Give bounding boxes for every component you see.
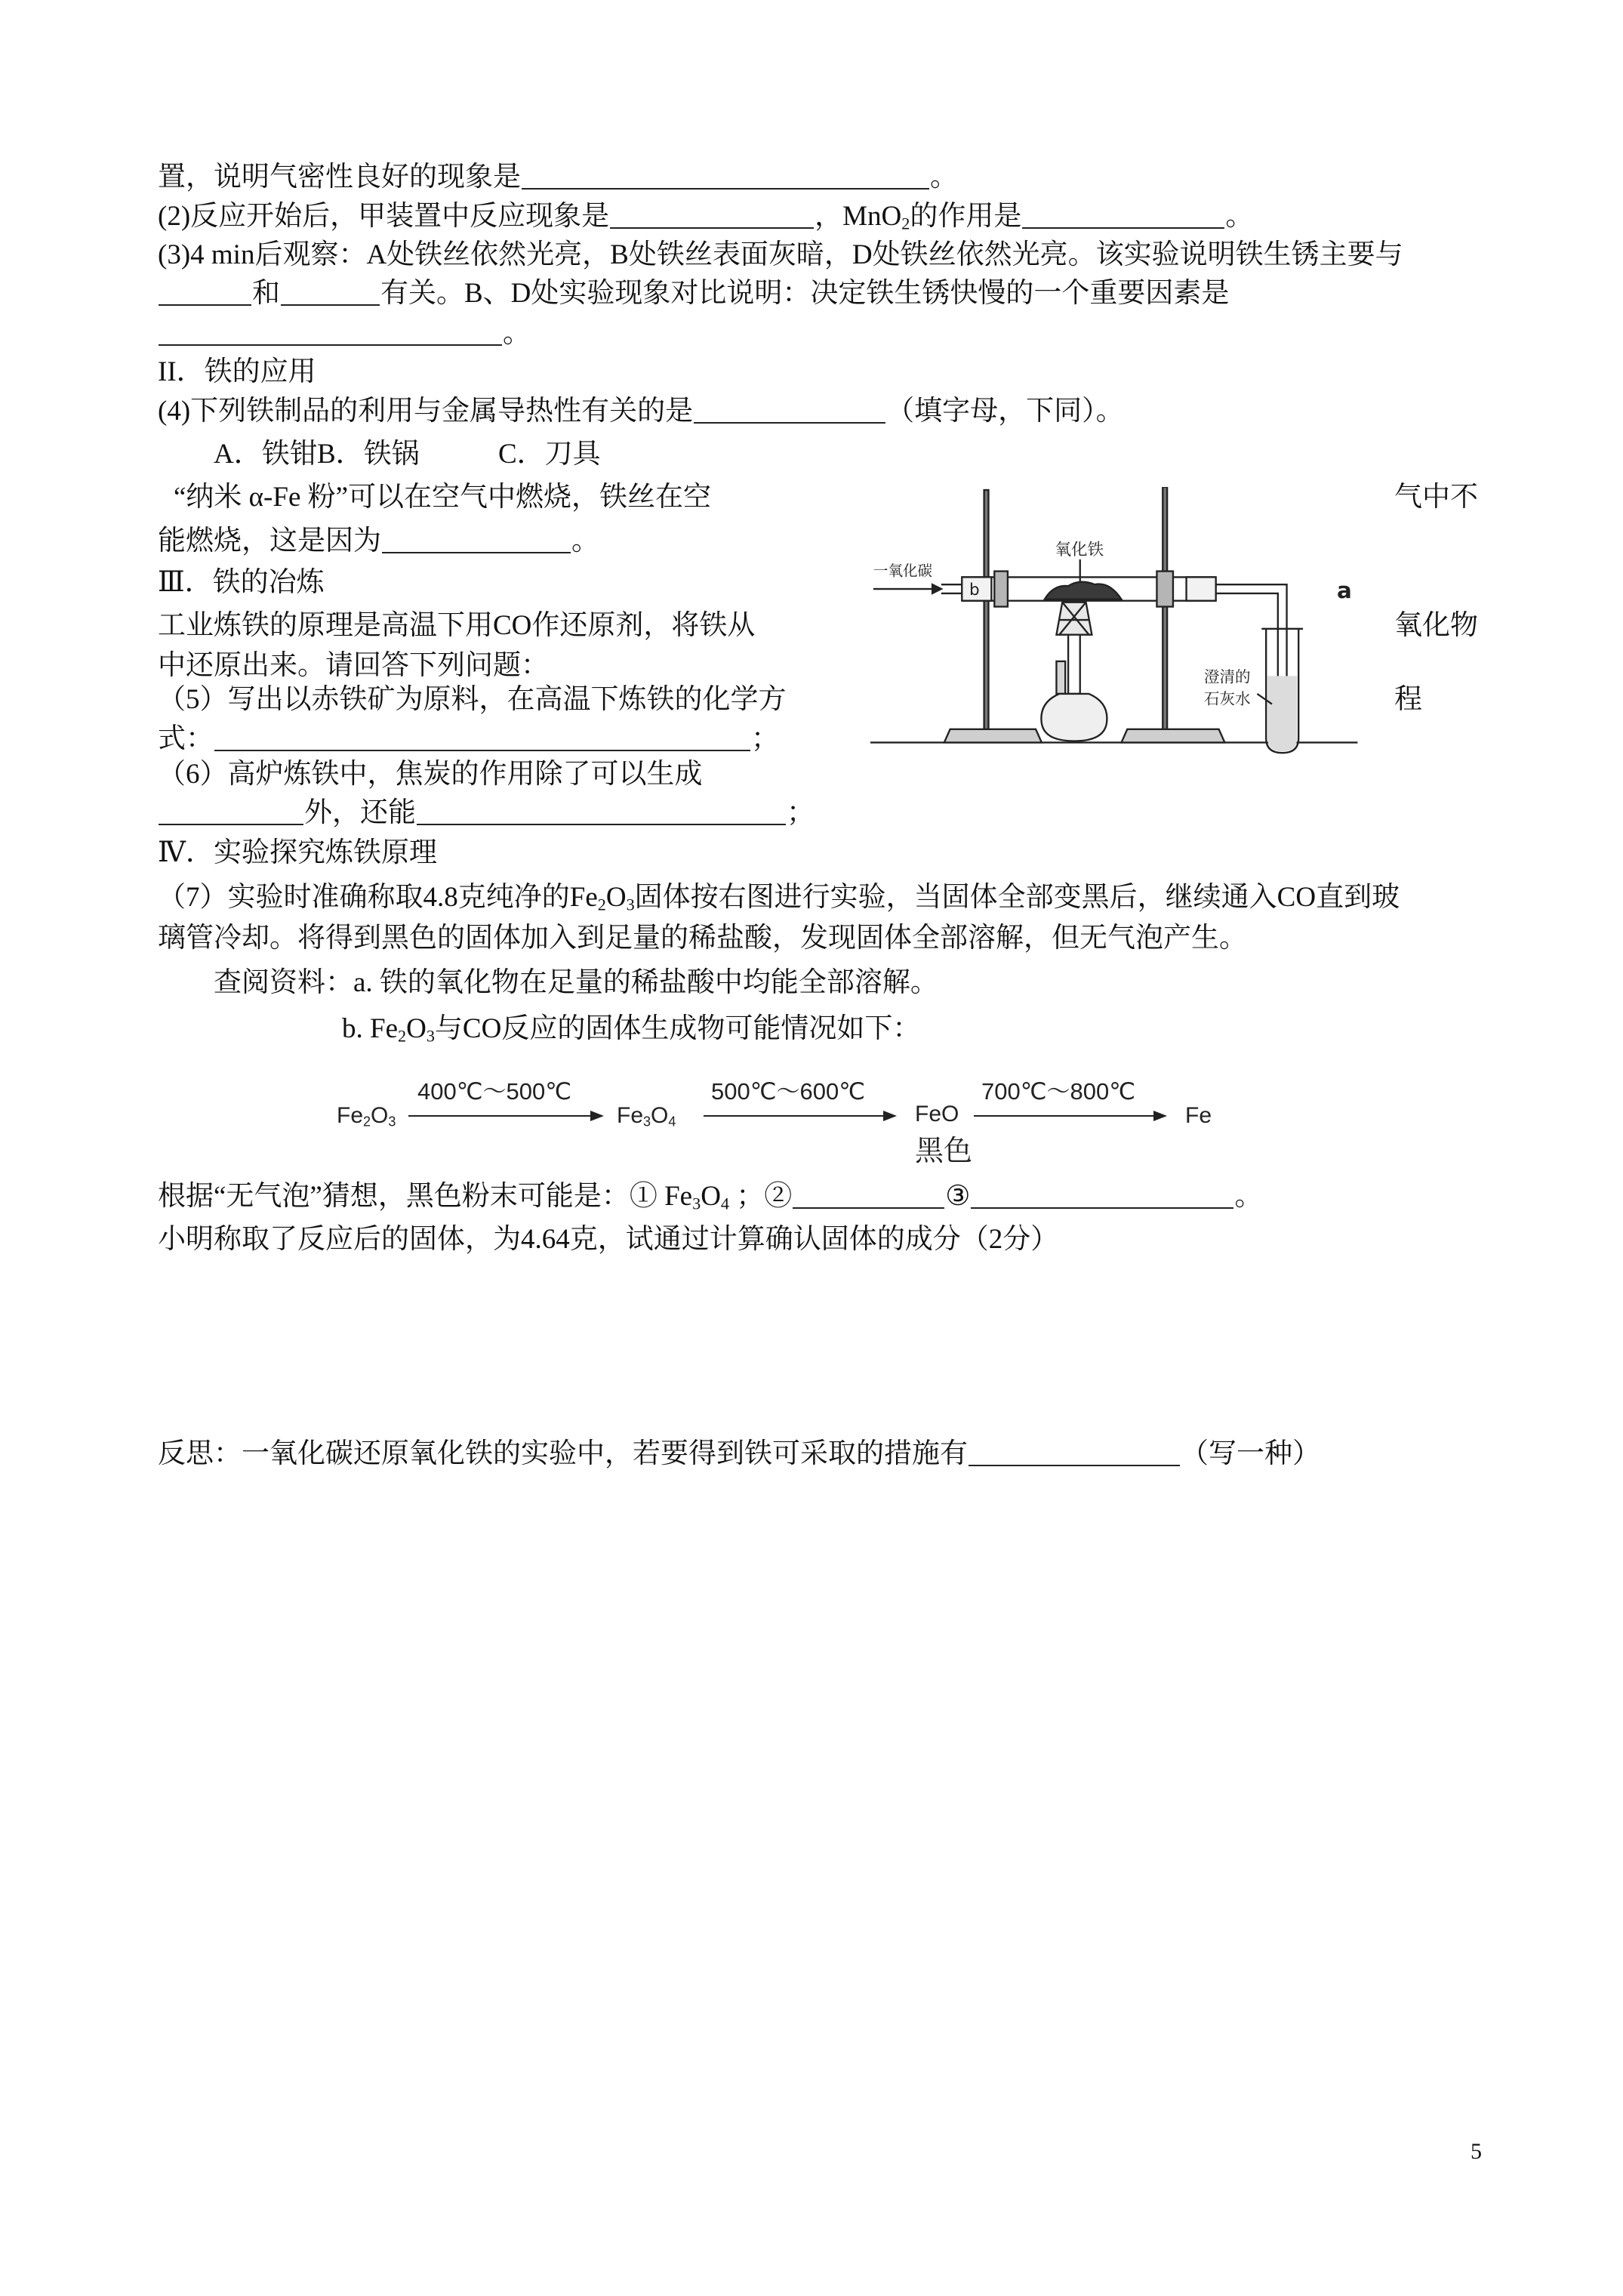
q7-guess-end: 。	[1234, 1181, 1263, 1212]
q6-mid: 外，还能	[304, 797, 416, 828]
right-stand-base	[1122, 729, 1225, 743]
right-stopper	[1187, 577, 1216, 600]
figure-label-b: b	[969, 580, 980, 599]
scheme-fe: Fe	[1185, 1103, 1212, 1128]
smelting-intro-line1-right: 氧化物	[1394, 610, 1478, 641]
lamp-chimney	[1068, 635, 1080, 694]
answer-blank	[971, 1185, 1233, 1209]
formula-part: Fe	[337, 1103, 364, 1128]
formula-subscript: 4	[720, 1194, 730, 1213]
scheme-condition-1: 400℃～500℃	[417, 1078, 572, 1105]
q7-guess-mid: ；②	[729, 1181, 793, 1212]
q6-line1: （6）高炉炼铁中，焦炭的作用除了可以生成	[158, 759, 703, 790]
q3-line2-text: 有关。B、D处实验现象对比说明：决定铁生锈快慢的一个重要因素是	[380, 278, 1230, 309]
section-heading-inquiry: Ⅳ．实验探究炼铁原理	[158, 837, 437, 868]
formula-subscript: 3	[643, 1114, 651, 1130]
figure-label-limewater-2: 石灰水	[1204, 689, 1251, 708]
q7-reference-b	[342, 1012, 920, 1046]
q3-and: 和	[252, 278, 280, 309]
formula-part: Fe	[370, 1013, 398, 1044]
iron-oxide-sample	[1045, 582, 1122, 599]
answer-blank	[159, 282, 251, 306]
q7-guess-line	[158, 1180, 1262, 1213]
scheme-fe3o4	[617, 1099, 676, 1133]
answer-blank	[382, 529, 571, 553]
answer-blank	[159, 322, 502, 346]
q3-line3	[158, 317, 531, 350]
q7-guess-pre: 根据“无气泡”猜想，黑色粉末可能是：①	[158, 1181, 665, 1212]
answer-blank	[1022, 205, 1224, 229]
scheme-condition-3: 700℃～800℃	[981, 1078, 1136, 1105]
q4-option-a: A．铁钳	[214, 439, 318, 470]
q2-text: (2)反应开始后，甲装置中反应现象是	[158, 201, 610, 232]
answer-blank	[281, 282, 380, 306]
q4-hint: （填字母，下同）。	[886, 396, 1124, 427]
q2-end: 。	[1225, 201, 1254, 232]
nano-fe-line2	[158, 525, 599, 558]
reaction-arrow	[704, 1115, 894, 1117]
q3-line1: (3)4 min后观察：A处铁丝依然光亮，B处铁丝表面灰暗，D处铁丝依然光亮。该实验说明铁生锈主要与	[158, 239, 1403, 270]
q3-end: 。	[503, 318, 531, 349]
apparatus-figure	[870, 487, 1372, 760]
q6-end: ；	[787, 797, 815, 828]
smelting-intro-line1: 工业炼铁的原理是高温下用CO作还原剂，将铁从	[158, 610, 756, 641]
q7-calculation: 小明称取了反应后的固体，为4.64克，试通过计算确认固体的成分（2分）	[158, 1224, 1059, 1255]
lamp-wick-holder	[1056, 661, 1065, 694]
nano-fe-line1-right: 气中不	[1394, 482, 1478, 513]
figure-label-limewater-1: 澄清的	[1204, 667, 1251, 686]
answer-blank	[214, 727, 750, 751]
answer-blank	[522, 165, 929, 190]
formula-subscript: 2	[398, 1026, 407, 1046]
answer-blank	[793, 1185, 944, 1209]
q7-line1-post: 固体按右图进行实验，当固体全部变黑后，继续通入CO直到玻	[634, 882, 1400, 913]
right-stand-rod	[1163, 487, 1167, 729]
formula-part: Fe	[617, 1103, 644, 1128]
formula-part: O	[651, 1103, 669, 1128]
left-stand-rod	[984, 490, 989, 729]
answer-blank	[159, 801, 303, 825]
flame-gauze	[1056, 603, 1092, 635]
formula-mno2	[842, 201, 910, 232]
formula-part: O	[371, 1103, 389, 1128]
answer-blank	[694, 399, 885, 424]
q4-option-b: B．铁锅	[317, 439, 420, 470]
q5-line2	[158, 723, 779, 756]
q1-line	[158, 161, 958, 194]
q2-role: 的作用是	[910, 201, 1022, 232]
answer-blank	[417, 801, 786, 825]
scheme-condition-2: 500℃～600℃	[711, 1078, 866, 1105]
formula-fe2o3	[570, 882, 635, 913]
reaction-scheme	[332, 1072, 1223, 1178]
formula-subscript: 3	[388, 1114, 396, 1130]
figure-label-carbon-monoxide: 一氧化碳	[873, 562, 933, 580]
q6-line2	[158, 797, 815, 830]
q7-ref-b-pre: b.	[342, 1013, 370, 1044]
formula-fe3o4	[664, 1181, 729, 1212]
right-clamp	[1156, 572, 1173, 607]
scheme-fe2o3	[337, 1099, 396, 1133]
nano-fe-end: 。	[571, 525, 599, 556]
answer-blank	[610, 205, 814, 229]
smelting-intro-line2: 中还原出来。请回答下列问题：	[158, 650, 549, 681]
formula-subscript: 2	[901, 214, 910, 233]
formula-part: O	[701, 1181, 721, 1212]
formula-subscript: 3	[692, 1194, 701, 1213]
left-stand-base	[944, 729, 1042, 743]
formula-subscript: 2	[363, 1114, 371, 1130]
formula-fe2o3	[370, 1013, 435, 1044]
section-heading-smelting: Ⅲ．铁的冶炼	[158, 567, 325, 598]
q7-guess-3: ③	[945, 1181, 971, 1212]
q1-text: 置，说明气密性良好的现象是	[158, 162, 521, 193]
inlet-arrowhead	[932, 584, 941, 593]
q1-end: 。	[930, 162, 958, 193]
formula-part: Fe	[664, 1181, 693, 1212]
q3-line2	[158, 277, 1229, 310]
formula-part: MnO	[842, 201, 902, 232]
q7-ref-b-post: 与CO反应的固体生成物可能情况如下：	[434, 1013, 921, 1044]
figure-label-iron-oxide: 氧化铁	[1055, 541, 1104, 560]
q7-reference-a: 查阅资料：a. 铁的氧化物在足量的稀盐酸中均能全部溶解。	[214, 967, 938, 998]
nano-fe-line1: “纳米 α-Fe 粉”可以在空气中燃烧，铁丝在空	[174, 482, 712, 513]
formula-part: O	[406, 1013, 427, 1044]
formula-subscript: 4	[668, 1114, 676, 1130]
q5-line1: （5）写出以赤铁矿为原料，在高温下炼铁的化学方	[158, 684, 787, 715]
alcohol-lamp	[1041, 694, 1107, 741]
formula-subscript: 3	[426, 1026, 435, 1046]
reaction-arrow	[974, 1115, 1164, 1117]
reaction-arrow	[408, 1115, 601, 1117]
figure-label-a: a	[1337, 577, 1352, 603]
answer-blank	[969, 1442, 1180, 1466]
q2-line	[158, 200, 1253, 233]
q7-line1-pre: （7）实验时准确称取4.8克纯净的	[158, 882, 570, 913]
q5-line1-right: 程	[1394, 684, 1422, 715]
q5-end: ；	[751, 723, 779, 754]
section-heading-application: II．铁的应用	[158, 356, 316, 387]
left-clamp	[994, 572, 1008, 607]
nano-fe-text: 能燃烧，这是因为	[158, 525, 381, 556]
reflection-end: （写一种）	[1181, 1438, 1320, 1469]
formula-subscript: 2	[597, 895, 606, 914]
q4-option-c: C．刀具	[498, 439, 601, 470]
formula-part: Fe	[569, 882, 598, 913]
limewater	[1267, 676, 1297, 751]
page-number: 5	[1471, 2139, 1482, 2164]
formula-subscript: 3	[626, 895, 635, 914]
formula-part: O	[605, 882, 627, 913]
reflection-line	[158, 1438, 1320, 1471]
scheme-feo: FeO	[915, 1102, 959, 1126]
q2-sep: ，	[815, 201, 843, 232]
scheme-black-note: 黑色	[915, 1136, 973, 1167]
q4-line	[158, 395, 1124, 428]
q7-line2: 璃管冷却。将得到黑色的固体加入到足量的稀盐酸，发现固体全部溶解，但无气泡产生。	[158, 923, 1247, 954]
reflection-text: 反思：一氧化碳还原氧化铁的实验中，若要得到铁可采取的措施有	[158, 1438, 968, 1469]
q4-text: (4)下列铁制品的利用与金属导热性有关的是	[158, 396, 694, 427]
q7-line1	[158, 881, 1400, 914]
q5-text: 式：	[158, 723, 214, 754]
